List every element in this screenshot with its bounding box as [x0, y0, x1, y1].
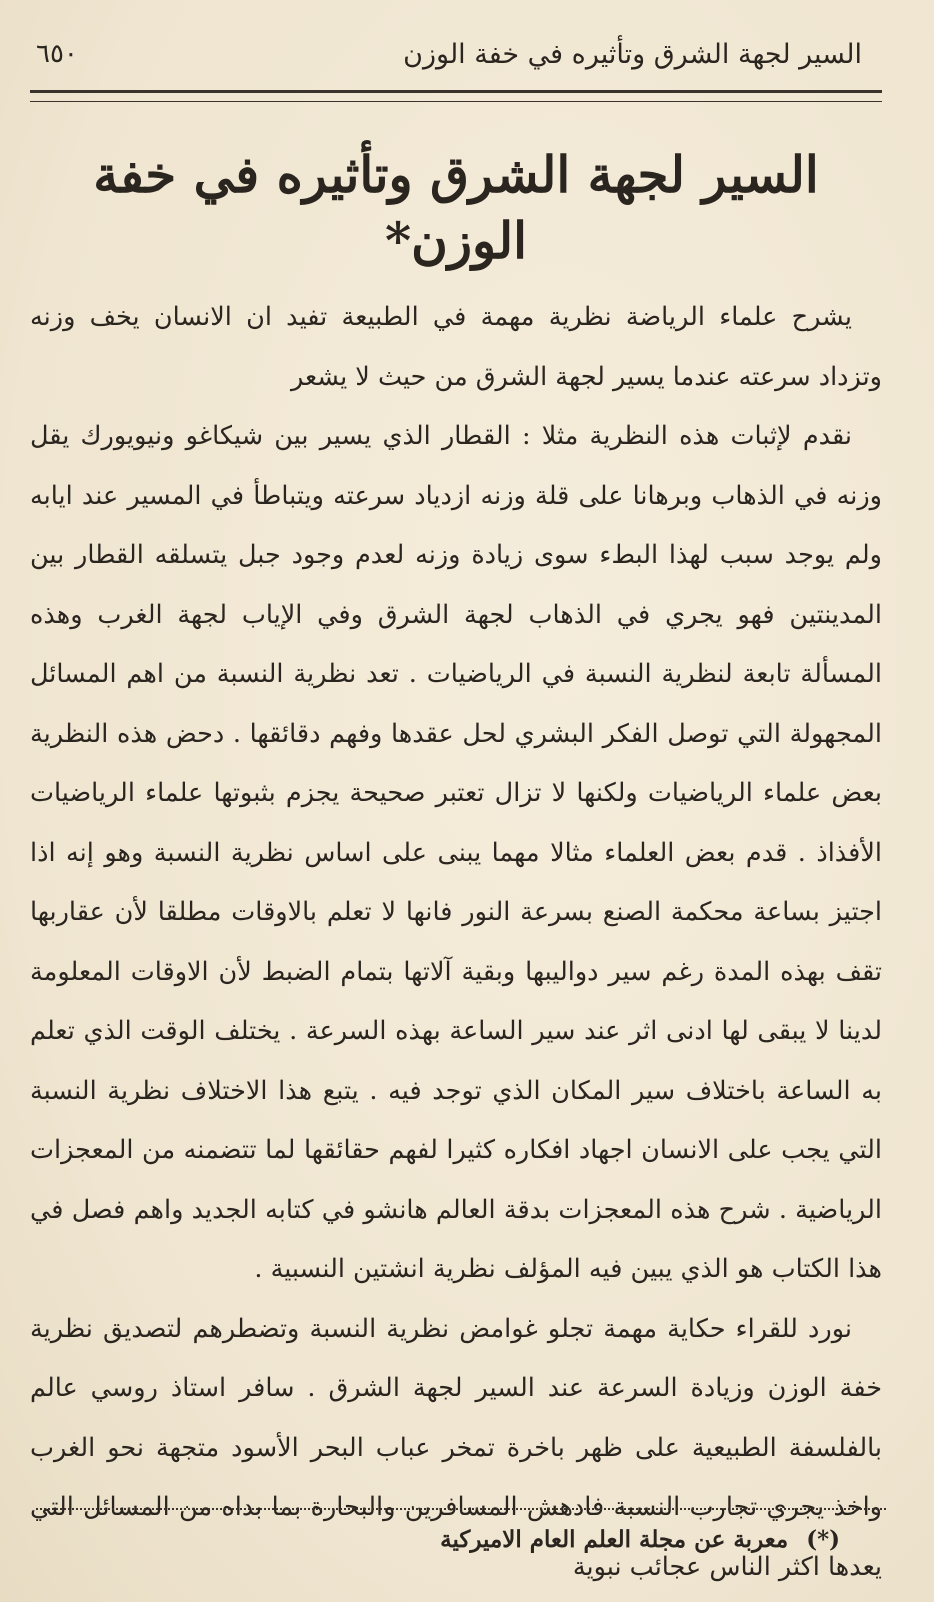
paragraph-story: نورد للقراء حكاية مهمة تجلو غوامض نظرية النسبة وتضطرهم لتصديق نظرية خفة الوزن وزيادة السرعة عند السير لجهة الشرق . سافر استاذ روسي عالم بالفلسفة الطبيعية على ظهر باخرة تمخر عباب البحر الأسود متجهة نحو الغرب واخذ يجري تجارب النسبة فادهش المسافرين والبحارة بما بداه من المسائل التي يعدها اكثر الناس عجائب نبوية [30, 1313, 882, 1582]
footnote [440, 1526, 840, 1553]
running-header [30, 28, 882, 80]
article-body [30, 288, 882, 1597]
article-title: السير لجهة الشرق وتأثيره في خفة الوزن* [93, 145, 819, 270]
header-rule [30, 90, 882, 102]
running-title: السير لجهة الشرق وتأثيره في خفة الوزن [403, 38, 862, 70]
footnote-mark: (*) [806, 1526, 840, 1553]
footnote-rule [36, 1508, 886, 1510]
paragraph-main: نقدم لإثبات هذه النظرية مثلا : القطار الذي يسير بين شيكاغو ونيويورك يقل وزنه في الذهاب وبرهانا على قلة وزنه ازدياد سرعته ويتباطأ في المسير عند ايابه ولم يوجد سبب لهذا البطء سوى زيادة وزنه لعدم وجود جبل يتسلقه القطار بين المدينتين فهو يجري في الذهاب لجهة الشرق وفي الإياب لجهة الغرب وهذه المسألة تابعة لنظرية النسبة في الرياضيات . تعد نظرية النسبة من اهم المسائل المجهولة التي توصل الفكر البشري لحل عقدها وفهم دقائقها . دحض هذه النظرية بعض علماء الرياضيات ولكنها لا تزال تعتبر صحيحة يجزم بثبوتها علماء الرياضيات الأفذاذ . قدم بعض العلماء مثالا مهما يبنى على اساس نظرية النسبة وهو إنه اذا اجتيز بساعة محكمة الصنع بسرعة النور فانها لا تعلم بالاوقات مطلقا لأن عقاربها تقف بهذه المدة رغم سير دواليبها وبقية آلاتها بتمام الضبط لأن الاوقات المعلومة لدينا لا يبقى لها ادنى اثر عند سير الساعة بهذه السرعة . يختلف الوقت الذي تعلم به الساعة باختلاف سير المكان الذي توجد فيه . يتبع هذا الاختلاف نظرية النسبة التي يجب على الانسان اجهاد افكاره كثيرا لفهم حقائقها لما تتضمنه من المعجزات الرياضية . شرح هذه المعجزات بدقة العالم هانشو في كتابه الجديد واهم فصل في هذا الكتاب هو الذي يبين فيه المؤلف نظرية انشتين النسبية . [30, 421, 883, 1284]
footnote-text: معربة عن مجلة العلم العام الاميركية [440, 1526, 789, 1553]
page-number: ٦٥٠ [36, 39, 78, 69]
paragraph-intro: يشرح علماء الرياضة نظرية مهمة في الطبيعة تفيد ان الانسان يخف وزنه وتزداد سرعته عندما يسير لجهة الشرق من حيث لا يشعر [30, 302, 882, 392]
